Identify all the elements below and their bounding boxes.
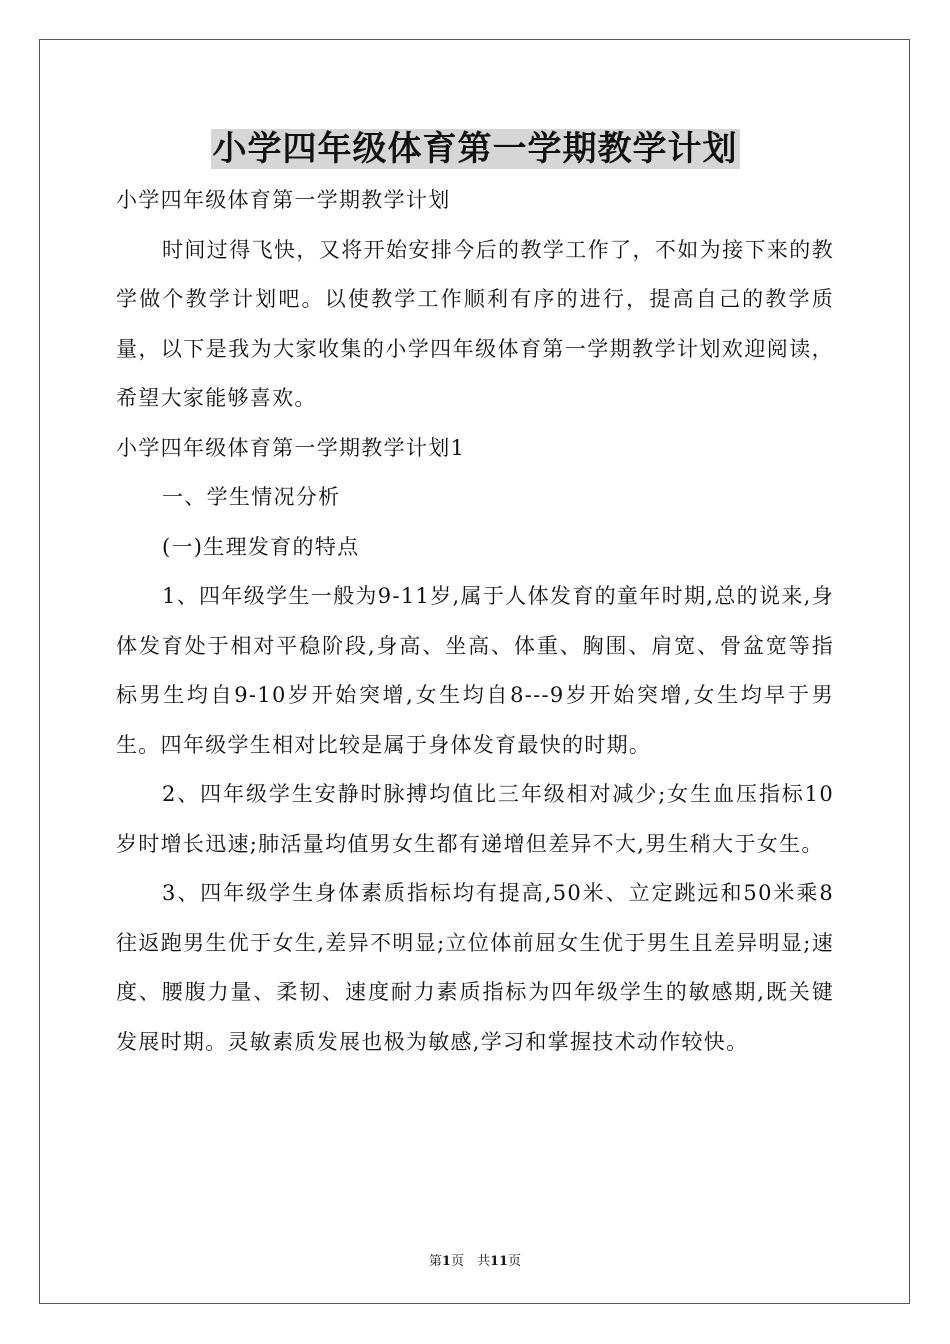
document-title-text: 小学四年级体育第一学期教学计划 bbox=[212, 129, 738, 169]
paragraph-intro: 时间过得飞快，又将开始安排今后的教学工作了，不如为接下来的教学做个教学计划吧。以使教学工作顺利有序的进行，提高自己的教学质量，以下是我为大家收集的小学四年级体育第一学期教学计划欢迎阅读，希望大家能够喜欢。 bbox=[116, 237, 834, 410]
paragraph-point-3: 3、四年级学生身体素质指标均有提高,50米、立定跳远和50米乘8往返跑男生优于女生,差异不明显;立位体前屈女生优于男生且差异明显;速度、腰腹力量、柔韧、速度耐力素质指标为四年级学生的敏感期,既关键发展时期。灵敏素质发展也极为敏感,学习和掌握技术动作较快。 bbox=[116, 881, 834, 1054]
document-body bbox=[116, 176, 834, 1067]
paragraph-heading-physiology: (一)生理发育的特点 bbox=[162, 534, 360, 559]
footer-total-pages: 11 bbox=[489, 1254, 509, 1269]
paragraph-heading-student-analysis: 一、学生情况分析 bbox=[162, 485, 341, 509]
paragraph-point-1: 1、四年级学生一般为9-11岁,属于人体发育的童年时期,总的说来,身体发育处于相对平稳阶段,身高、坐高、体重、胸围、肩宽、骨盆宽等指标男生均自9-10岁开始突增,女生均自8---9岁开始突增,女生均早于男生。四年级学生相对比较是属于身体发育最快的时期。 bbox=[116, 584, 834, 757]
footer-page-suffix: 页 bbox=[508, 1254, 522, 1269]
page-footer bbox=[0, 1250, 950, 1269]
document-title bbox=[0, 124, 950, 174]
paragraph-section-heading: 小学四年级体育第一学期教学计划1 bbox=[116, 435, 466, 460]
footer-current-page: 1 bbox=[441, 1254, 451, 1269]
footer-page-prefix: 第 bbox=[428, 1254, 442, 1269]
paragraph-subtitle: 小学四年级体育第一学期教学计划 bbox=[116, 188, 451, 212]
footer-page-mid: 页 共 bbox=[450, 1254, 490, 1269]
paragraph-point-2: 2、四年级学生安静时脉搏均值比三年级相对减少;女生血压指标10岁时增长迅速;肺活量均值男女生都有递增但差异不大,男生稍大于女生。 bbox=[116, 782, 834, 856]
